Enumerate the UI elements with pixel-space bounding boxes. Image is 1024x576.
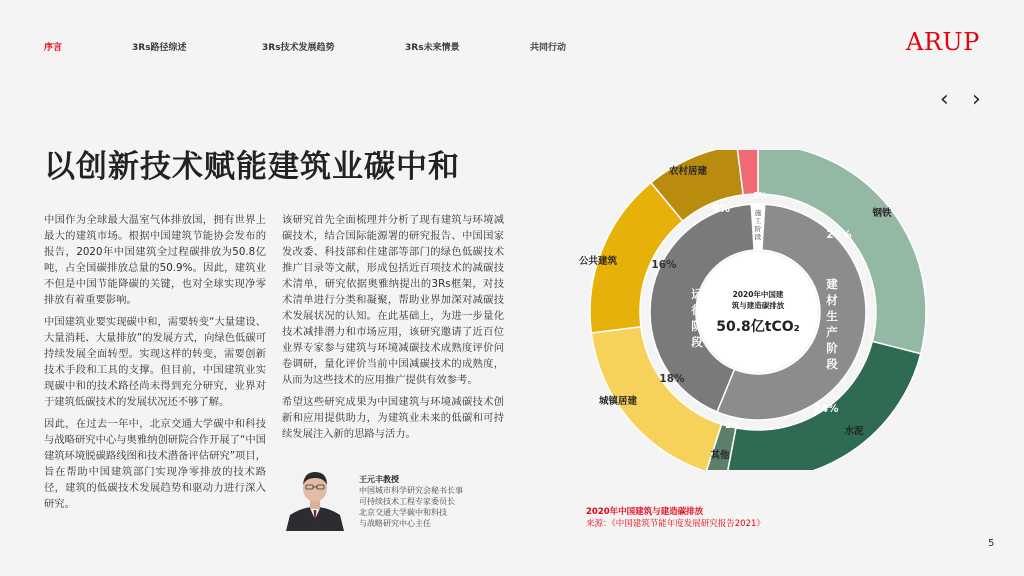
svg-text:行: 行 bbox=[691, 303, 703, 317]
nav-item-3rs-trends[interactable]: 3Rs技术发展趋势 bbox=[262, 43, 335, 53]
person-portrait-icon bbox=[282, 461, 348, 531]
caption-title: 2020年中国建筑与建造碳排放 bbox=[586, 507, 704, 517]
svg-text:工: 工 bbox=[754, 217, 762, 225]
inner-label-construction bbox=[755, 208, 762, 241]
author-info bbox=[359, 474, 463, 529]
svg-text:运: 运 bbox=[691, 287, 703, 301]
nav-item-joint-action[interactable]: 共同行动 bbox=[530, 43, 567, 53]
outer-category-label-2: 其他 bbox=[710, 450, 730, 461]
nav-item-3rs-overview[interactable]: 3Rs路径综述 bbox=[132, 43, 187, 53]
svg-text:阶: 阶 bbox=[826, 341, 838, 355]
outer-category-label-0: 钢铁 bbox=[872, 208, 892, 219]
svg-text:建: 建 bbox=[826, 277, 838, 291]
author-title-line: 北京交通大学碳中和科技 bbox=[359, 508, 447, 517]
svg-text:阶: 阶 bbox=[691, 319, 703, 333]
donut-chart-svg bbox=[560, 150, 940, 470]
caption-source: 来源：《中国建筑节能年度发展研究报告2021》 bbox=[586, 519, 765, 529]
body-column-left bbox=[44, 212, 266, 518]
svg-text:段: 段 bbox=[754, 233, 762, 241]
paragraph: 中国作为全球最大温室气体排放国，拥有世界上最大的建筑市场。根据中国建筑节能协会发布的报告，2020年中国建筑全过程碳排放为50.8亿吨，占全国碳排放总量的50.9%。因此，建筑业不但是中国节能降碳的关键，也对全球实现净零排放有着重要影响。 bbox=[44, 214, 266, 306]
svg-text:段: 段 bbox=[691, 335, 703, 349]
author-photo bbox=[282, 461, 348, 531]
author-title-line: 中国城市科学研究会秘书长事 bbox=[359, 486, 463, 495]
author-title-line: 可持续技术工程专家委员长 bbox=[359, 497, 455, 506]
top-nav bbox=[44, 40, 1024, 56]
outer-slice-label-5: 9% bbox=[712, 203, 730, 215]
nav-item-preface[interactable]: 序言 bbox=[44, 43, 63, 53]
svg-text:材: 材 bbox=[826, 293, 838, 307]
paragraph: 中国建筑业要实现碳中和，需要转变“大量建设、大量消耗、大量排放”的发展方式，向绿色低碳可持续发展全面转型。实现这样的转变，需要创新技术手段和工具的支撑。但目前，中国建筑业实现碳中和的技术路径尚未得到充分研究，业界对于建筑低碳技术的发展状况还不够了解。 bbox=[44, 316, 266, 408]
nav-item-3rs-scenarios[interactable]: 3Rs未来情景 bbox=[405, 43, 460, 53]
outer-category-label-1: 水泥 bbox=[844, 426, 864, 437]
page-number: 5 bbox=[988, 538, 995, 549]
outer-slice-label-2: 2% bbox=[725, 421, 739, 430]
body-column-right bbox=[282, 212, 504, 448]
svg-text:段: 段 bbox=[826, 357, 838, 371]
emissions-donut-chart bbox=[560, 150, 940, 470]
svg-text:施: 施 bbox=[754, 209, 762, 217]
outer-category-label-4: 公共建筑 bbox=[578, 256, 618, 267]
outer-category-label-5: 农村居建 bbox=[668, 166, 708, 177]
outer-slice-label-1: 24% bbox=[813, 403, 839, 415]
page-title: 以创新技术赋能建筑业碳中和 bbox=[44, 149, 460, 185]
center-value: 50.8亿tCO₂ bbox=[716, 319, 800, 335]
donut-center bbox=[698, 252, 818, 372]
outer-slice-label-3: 18% bbox=[659, 373, 685, 385]
svg-text:产: 产 bbox=[826, 325, 838, 339]
svg-text:阶: 阶 bbox=[754, 225, 762, 233]
chevron-right-icon[interactable]: › bbox=[972, 87, 981, 112]
outer-slice-label-4: 16% bbox=[651, 259, 677, 271]
svg-text:生: 生 bbox=[826, 309, 838, 323]
paragraph: 该研究首先全面梳理并分析了现有建筑与环境减碳技术，结合国际能源署的研究报告、中国国家发改委、科技部和住建部等部门的绿色低碳技术推广目录等文献，形成包括近百项技术的减碳技术清单，研究依据奥雅纳提出的3Rs框架，对技术清单进行分类和凝聚，帮助业界加深对减碳技术发展状况的认知。在此基础上，为进一步量化技术减排潜力和市场应用，该研究邀请了近百位业界专家参与建筑与环境减碳技术成熟度评价问卷调研，量化评价当前中国减碳技术的成熟度，从而为这些技术的应用推广提供有效参考。 bbox=[282, 214, 504, 386]
outer-slice-label-6: 2% bbox=[753, 191, 767, 200]
chart-caption bbox=[586, 506, 765, 530]
center-label-line2: 筑与建造碳排放 bbox=[731, 301, 785, 310]
author-title-line: 与战略研究中心主任 bbox=[359, 519, 431, 528]
paragraph: 希望这些研究成果为中国建筑与环境减碳技术创新和应用提供助力，为建筑业未来的低碳和可持续发展注入新的思路与活力。 bbox=[282, 396, 504, 440]
arup-logo: ARUP bbox=[906, 28, 980, 56]
chevron-left-icon[interactable]: ‹ bbox=[940, 87, 949, 112]
outer-category-label-3: 城镇居建 bbox=[598, 396, 638, 407]
author-name: 王元丰教授 bbox=[359, 475, 399, 484]
outer-slice-label-0: 29% bbox=[826, 229, 852, 241]
paragraph: 因此，在过去一年中，北京交通大学碳中和科技与战略研究中心与奥雅纳创研院合作开展了“中国建筑环境脱碳路线图和技术潜备评估研究”项目，旨在帮助中国建筑部门实现净零排放的技术路径，建筑的低碳技术发展趋势和驱动力进行深入研究。 bbox=[44, 418, 266, 510]
center-label-line1: 2020年中国建 bbox=[732, 290, 784, 299]
